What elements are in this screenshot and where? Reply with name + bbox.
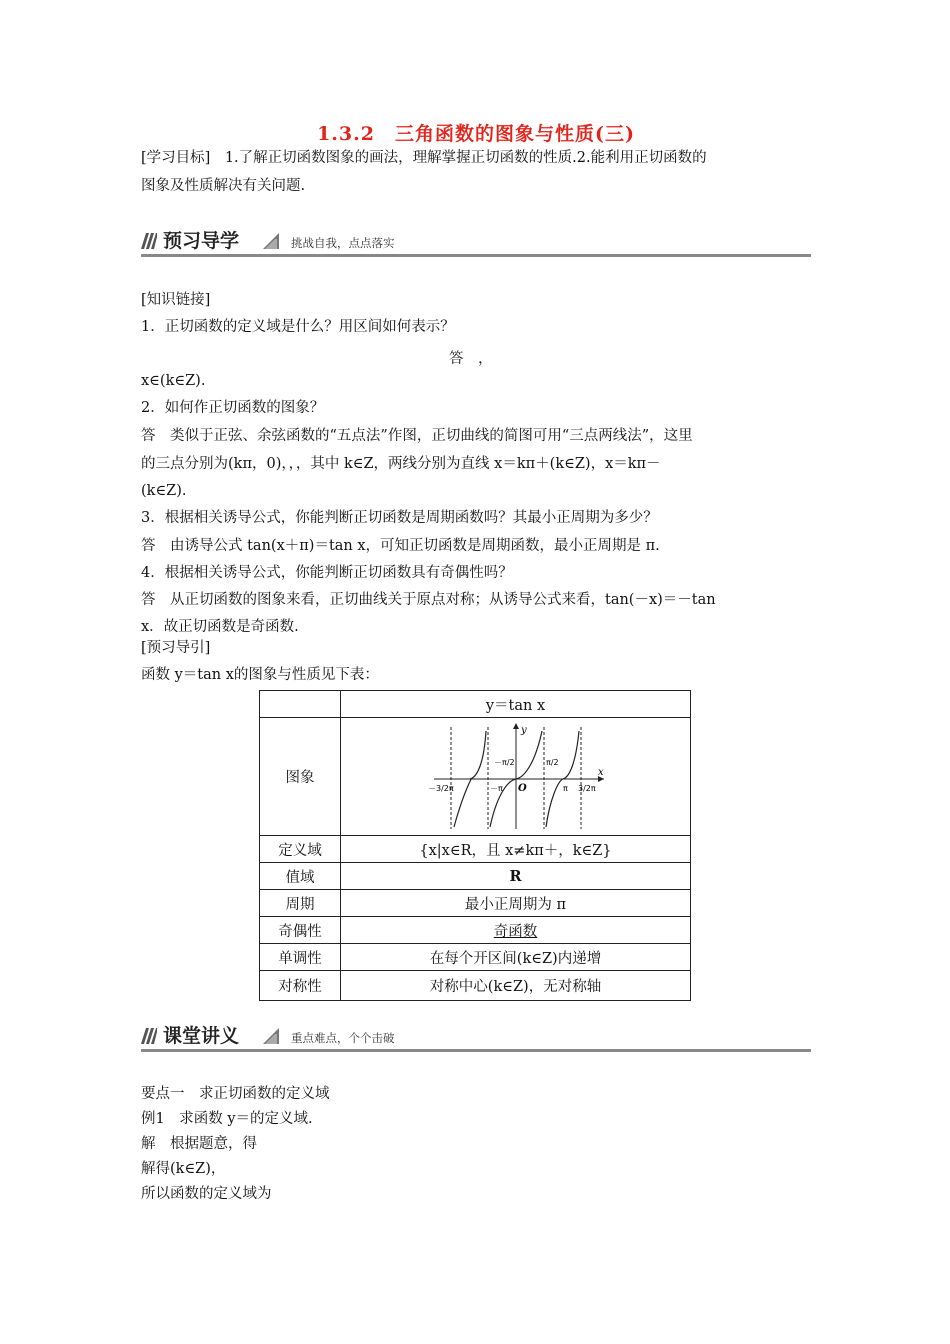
graph-tick-neg-pi: －π [489,783,503,793]
stripes-icon [141,233,157,249]
graph-x-label: x [597,766,604,778]
tangent-graph-cell [341,718,691,836]
question-3: 3．根据相关诱导公式，你能判断正切函数是周期函数吗？其最小正周期为多少？ [141,510,658,526]
row-label-symmetry: 对称性 [260,971,341,1001]
row-value-symmetry: 对称中心(k∈Z)，无对称轴 [341,971,691,1001]
row-label-monotonicity: 单调性 [260,944,341,971]
banner-subtitle: 挑战自我，点点落实 [291,236,395,250]
table-corner-cell [260,691,341,718]
page-title: 1.3.2 三角函数的图象与性质(三) [317,123,635,145]
banner-subtitle: 重点难点，个个击破 [291,1031,395,1045]
row-label-graph: 图象 [260,718,341,836]
row-label-domain: 定义域 [260,836,341,863]
row-label-period: 周期 [260,890,341,917]
question-2: 2．如何作正切函数的图象？ [141,400,325,416]
answer-4-line-2: x．故正切函数是奇函数. [141,619,299,635]
row-value-domain: {x|x∈R，且 x≠kπ＋，k∈Z} [341,836,691,863]
graph-tick-neg-half-pi: －π/2 [493,757,515,767]
stripes-icon [261,1028,279,1044]
question-1: 1．正切函数的定义域是什么？用区间如何表示？ [141,319,455,335]
stripes-icon [141,1028,157,1044]
answer-1-line: x∈(k∈Z). [141,373,206,389]
answer-2-line-1: 答 类似于正弦、余弦函数的“五点法”作图，正切曲线的简图可用“三点两线法”，这里 [141,428,693,444]
solution-line-3: 所以函数的定义域为 [141,1186,272,1202]
solution-line-2: 解得(k∈Z)， [141,1161,226,1177]
answer-2-line-3: (k∈Z). [141,483,187,499]
banner-label: 课堂讲义 [163,1025,240,1047]
graph-tick-half-pi: π/2 [545,757,559,767]
section-banner-preview [141,229,811,259]
banner-label: 预习导学 [163,230,240,252]
row-value-parity [341,917,691,944]
solution-line-1: 解 根据题意，得 [141,1136,257,1152]
knowledge-header: [知识链接] [141,292,211,308]
objectives-line-1: [学习目标] 1.了解正切函数图象的画法，理解掌握正切函数的性质.2.能利用正切函数的 [141,150,707,166]
answer-3: 答 由诱导公式 tan(x＋π)＝tan x，可知正切函数是周期函数，最小正周期是 π. [141,538,660,554]
row-label-range: 值域 [260,863,341,890]
banner-rule [141,1049,811,1052]
stripes-icon [261,233,279,249]
row-value-range: R [341,863,691,890]
graph-y-label: y [520,724,527,736]
tangent-properties-table [259,690,691,1001]
objectives-line-2: 图象及性质解决有关问题. [141,178,306,194]
example-1: 例1 求函数 y＝的定义域. [141,1111,313,1127]
parity-value: 奇函数 [493,923,538,940]
graph-tick-pi: π [562,783,568,793]
graph-origin-label: O [517,782,527,794]
row-value-period: 最小正周期为 π [341,890,691,917]
row-value-monotonicity: 在每个开区间(k∈Z)内递增 [341,944,691,971]
answer-1-center: 答 ， [449,351,493,367]
graph-tick-three-half-pi: 3/2π [577,783,596,793]
banner-rule [141,254,811,257]
key-point-1: 要点一 求正切函数的定义域 [141,1086,330,1102]
preview-header: [预习导引] [141,640,211,656]
question-4: 4．根据相关诱导公式，你能判断正切函数具有奇偶性吗？ [141,565,513,581]
row-label-parity: 奇偶性 [260,917,341,944]
section-banner-lecture [141,1024,811,1054]
graph-tick-neg-three-half-pi: －3/2π [427,783,454,793]
tangent-graph [426,721,606,833]
answer-4-line-1: 答 从正切函数的图象来看，正切曲线关于原点对称；从诱导公式来看，tan(－x)＝－tan [141,592,716,608]
preview-intro: 函数 y＝tan x的图象与性质见下表： [141,667,379,683]
answer-2-line-2: 的三点分别为(kπ，0)，，，其中 k∈Z，两线分别为直线 x＝kπ＋(k∈Z)，x＝kπ－ [141,456,661,472]
table-column-header: y＝tan x [341,691,691,718]
